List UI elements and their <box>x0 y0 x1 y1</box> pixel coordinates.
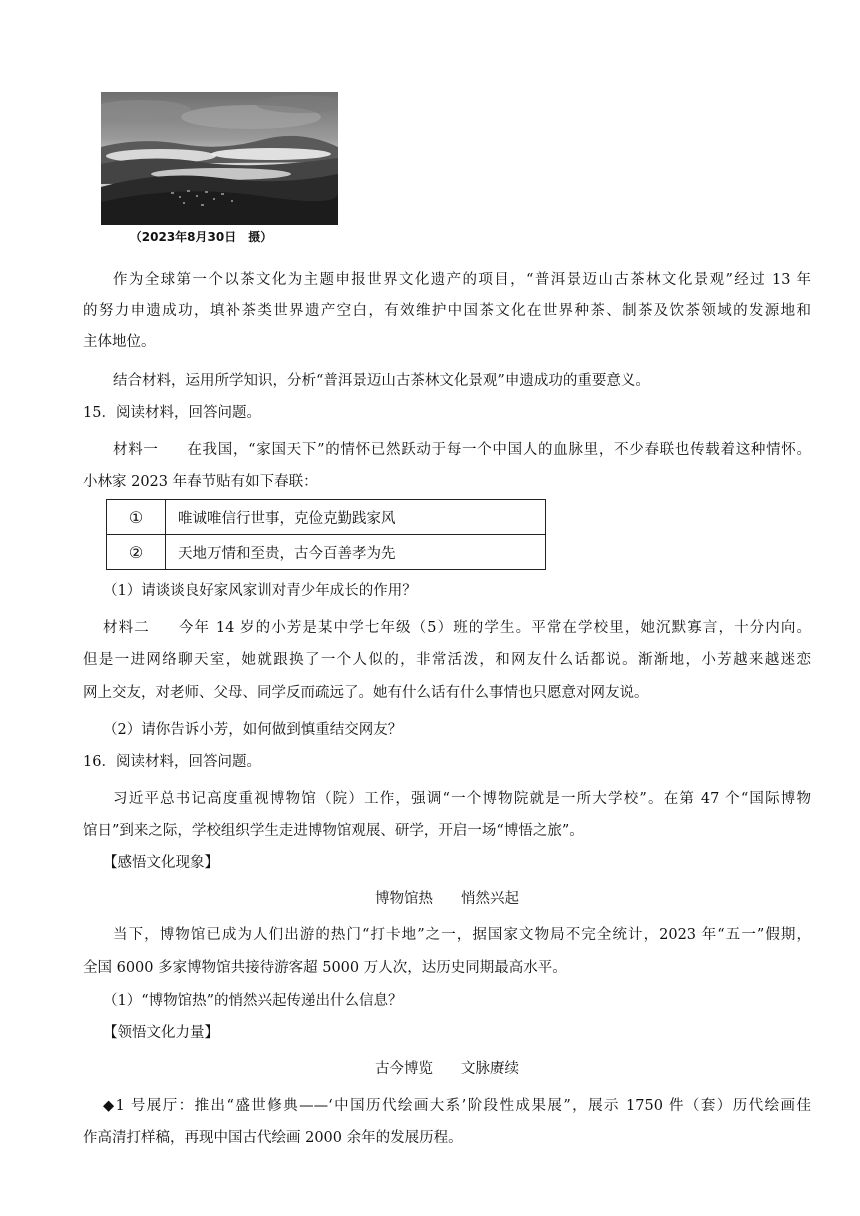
q16-paragraph-line: 当下，博物馆已成为人们出游的热门“打卡地”之一，据国家文物局不完全统计，2023 年“五一”假期， <box>113 927 811 943</box>
q15-material1-text: 在我国，“家国天下”的情怀已然跃动于每一个中国人的血脉里，不少春联也传载着这种情怀。 <box>186 442 812 458</box>
q16-title: 16．阅读材料，回答问题。 <box>83 754 261 770</box>
couplet-text: 唯诚唯信行世事，克俭克勤践家风 <box>166 500 546 535</box>
photo-caption: （2023年8月30日 摄） <box>129 230 273 244</box>
q15-material2-label: 材料二 <box>103 620 150 636</box>
table-row <box>107 500 546 535</box>
couplet-text: 天地万情和至贵，古今百善孝为先 <box>166 535 546 570</box>
couplet-table <box>106 499 546 570</box>
heading-part: 悄然兴起 <box>461 891 519 907</box>
couplet-number: ① <box>107 500 166 535</box>
q15-material1-line <box>83 440 811 460</box>
intro-paragraph-line: 主体地位。 <box>83 334 156 350</box>
heading-part: 古今博览 <box>375 1061 433 1077</box>
landscape-photo-icon <box>101 92 338 225</box>
q16-section-heading-1: 【感悟文化现象】 <box>103 855 219 871</box>
q15-material1-label: 材料一 <box>113 442 159 458</box>
heading-part: 文脉赓续 <box>461 1061 519 1077</box>
q16-sub-question-1: （1）“博物馆热”的悄然兴起传递出什么信息？ <box>103 993 403 1009</box>
q16-paragraph-line: 馆日”到来之际，学校组织学生走进博物馆观展、研学，开启一场“博悟之旅”。 <box>83 823 584 839</box>
q15-sub-question-1: （1）请谈谈良好家风家训对青少年成长的作用？ <box>103 583 417 599</box>
heading-part: 博物馆热 <box>375 891 433 907</box>
q16-paragraph-line: 全国 6000 多家博物馆共接待游客超 5000 万人次，达历史同期最高水平。 <box>83 960 567 976</box>
q15-material1-line: 小林家 2023 年春节贴有如下春联： <box>83 474 318 490</box>
table-row <box>107 535 546 570</box>
q15-material2-text: 今年 14 岁的小芳是某中学七年级（5）班的学生。平常在学校里，她沉默寡言，十分内向。 <box>177 620 811 636</box>
q15-sub-question-2: （2）请你告诉小芳，如何做到慎重结交网友？ <box>103 722 403 738</box>
q15-title: 15．阅读材料，回答问题。 <box>83 405 261 421</box>
q16-section-heading-2: 【领悟文化力量】 <box>103 1025 219 1041</box>
intro-paragraph-line: 的努力申遗成功，填补茶类世界遗产空白，有效维护中国茶文化在世界种茶、制茶及饮茶领域的发源地和 <box>83 303 811 319</box>
landscape-photo <box>101 92 338 225</box>
q15-material2-line: 但是一进网络聊天室，她就跟换了一个人似的，非常活泼，和网友什么话都说。渐渐地，小芳越来越迷恋 <box>83 652 811 668</box>
q16-paragraph-line: 习近平总书记高度重视博物馆（院）工作，强调“一个博物院就是一所大学校”。在第 47 个“国际博物 <box>113 791 811 807</box>
q15-material2-line <box>83 618 811 638</box>
q16-centered-heading-1 <box>83 889 811 909</box>
q15-material2-line: 网上交友，对老师、父母、同学反而疏远了。她有什么话有什么事情也只愿意对网友说。 <box>83 685 649 701</box>
q16-paragraph-line: ◆1 号展厅：推出“盛世修典——‘中国历代绘画大系’阶段性成果展”，展示 1750 件（套）历代绘画佳 <box>103 1098 811 1114</box>
q16-paragraph-line: 作高清打样稿，再现中国古代绘画 2000 余年的发展历程。 <box>83 1130 463 1146</box>
intro-question: 结合材料，运用所学知识，分析“普洱景迈山古茶林文化景观”申遗成功的重要意义。 <box>113 373 650 389</box>
q16-centered-heading-2 <box>83 1059 811 1079</box>
intro-paragraph-line: 作为全球第一个以茶文化为主题申报世界文化遗产的项目，“普洱景迈山古茶林文化景观”经过 13 年 <box>113 272 811 288</box>
couplet-number: ② <box>107 535 166 570</box>
